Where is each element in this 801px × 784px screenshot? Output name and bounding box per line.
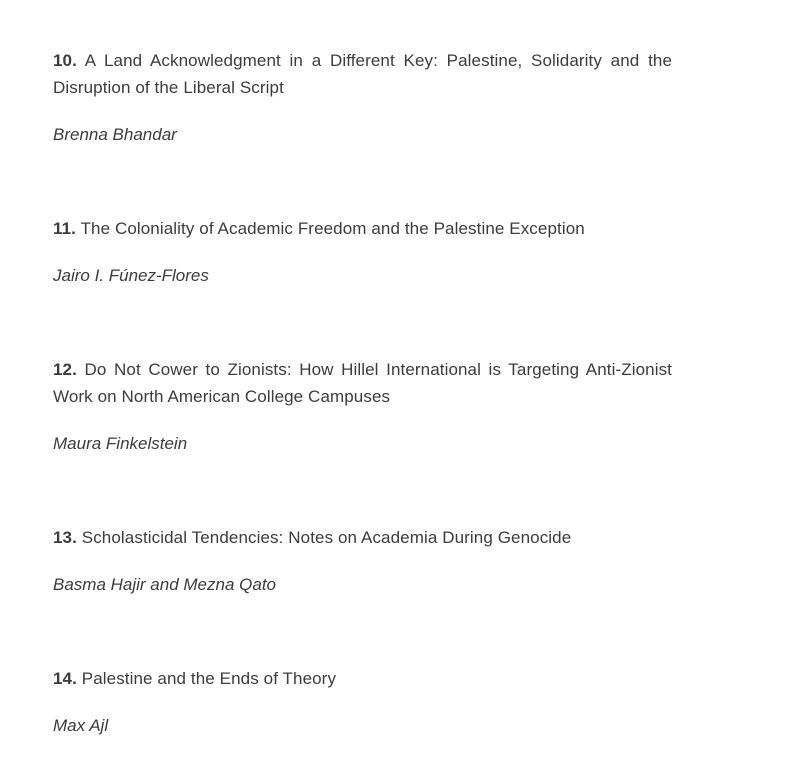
chapter-author: Max Ajl [53,716,109,735]
chapter-author: Maura Finkelstein [53,434,188,453]
toc-entry [53,215,672,289]
toc-entry [53,47,672,148]
chapter-title-text: Do Not Cower to Zionists: How Hillel International is Targeting Anti-Zionist Work on North American College Campuses [53,360,672,406]
chapter-number: 14. [53,669,77,688]
chapter-number: 13. [53,528,77,547]
chapter-number: 11. [53,219,76,238]
chapter-title-text: Scholasticidal Tendencies: Notes on Academia During Genocide [81,528,572,547]
chapter-title [53,47,672,101]
chapter-author: Brenna Bhandar [53,125,177,144]
chapter-number: 10. [53,51,77,70]
chapter-title-text: A Land Acknowledgment in a Different Key: Palestine, Solidarity and the Disruption of the Liberal Script [53,51,672,97]
chapter-title-text: Palestine and the Ends of Theory [81,669,337,688]
chapter-title [53,356,672,410]
chapter-author: Basma Hajir and Mezna Qato [53,575,276,594]
chapter-number: 12. [53,360,77,379]
chapter-title [53,524,672,551]
chapter-author: Jairo I. Fúnez-Flores [53,266,209,285]
chapter-title-text: The Coloniality of Academic Freedom and the Palestine Exception [80,219,585,238]
toc-entry [53,356,672,457]
toc-entry [53,665,672,739]
chapter-title [53,215,672,242]
toc-entry [53,524,672,598]
chapter-title [53,665,672,692]
